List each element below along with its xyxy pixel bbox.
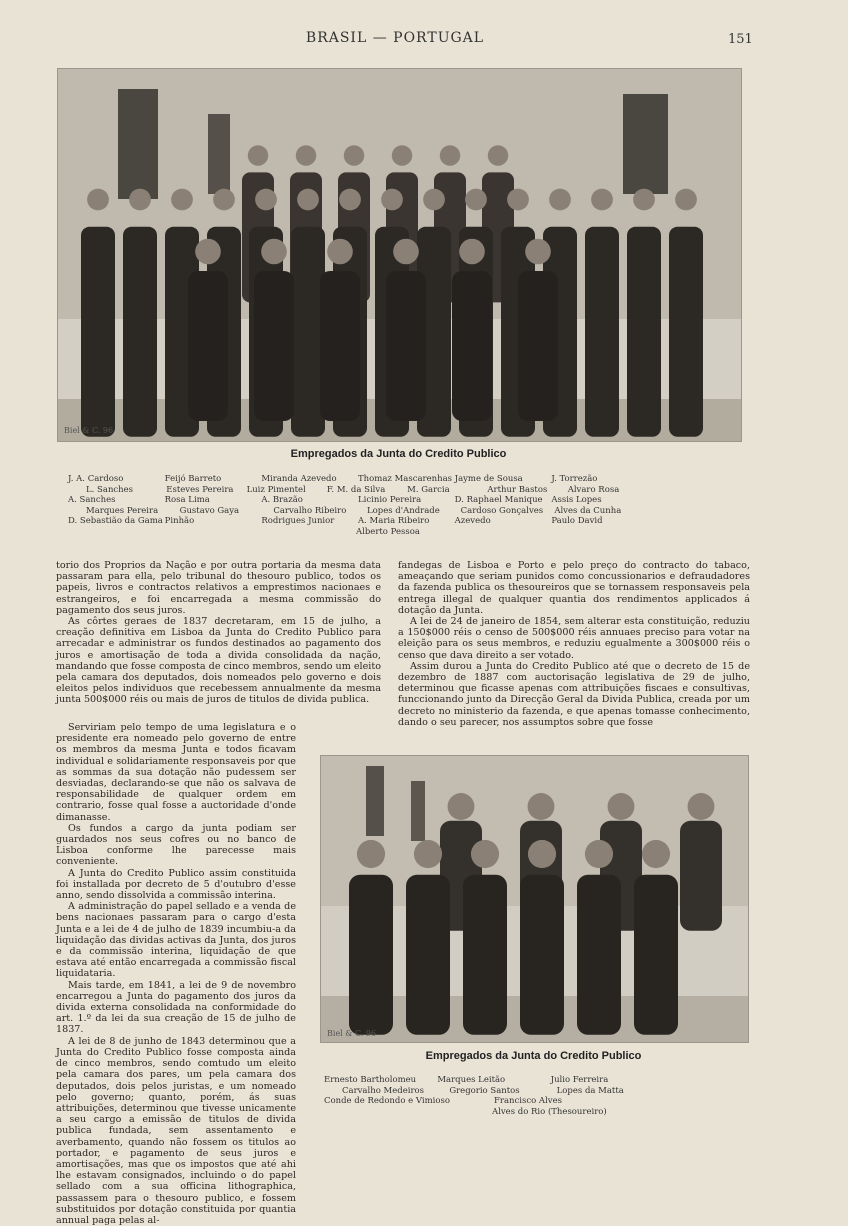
- person-name: L. Sanches: [86, 484, 134, 495]
- names-line: [68, 495, 728, 506]
- person-head: [392, 145, 412, 165]
- person-head: [528, 840, 556, 868]
- person-head: [549, 189, 571, 211]
- person-figure: [680, 821, 722, 931]
- person-head: [339, 189, 361, 211]
- person-head: [488, 145, 508, 165]
- photo-top-caption: Empregados da Junta do Credito Publico: [290, 448, 507, 460]
- person-name: Lopes d'Andrade: [367, 505, 440, 516]
- person-head: [465, 189, 487, 211]
- person-figure: [518, 271, 558, 421]
- person-name: J. Torrezão: [551, 474, 598, 484]
- names-line: [68, 516, 728, 527]
- article-paragraph: A Junta do Credito Publico assim constituida foi installada por decreto de 5 d'outubro d'esse anno, sendo dissolvida a commissão interina.: [56, 867, 296, 902]
- person-figure: [627, 227, 661, 437]
- person-name: D. Raphael Manique: [454, 495, 543, 505]
- person-name: A. Maria Ribeiro: [358, 516, 430, 526]
- group-photo-bottom-image: [321, 756, 748, 1042]
- person-head: [171, 189, 193, 211]
- person-name: Conde de Redondo e Vimioso: [324, 1096, 450, 1106]
- person-head: [525, 239, 551, 265]
- person-figure: [406, 875, 450, 1035]
- article-paragraph: Os fundos a cargo da junta podiam ser guardados nos seus cofres ou no banco de Lisboa conforme lhe parecesse mais conveniente.: [56, 822, 296, 868]
- person-head: [591, 189, 613, 211]
- person-head: [440, 145, 460, 165]
- person-name: Gregorio Santos: [449, 1085, 520, 1096]
- person-head: [528, 793, 555, 820]
- article-paragraph: A administração do papel sellado e a venda de bens nacionaes passaram para o cargo d'esta Junta e a lei de 4 de julho de 1839 incumbiu-a da liquidação das dividas activas da Junta, dos juros e da commissão interina, liquidação de que estava até então encarregada a commissão fiscal liquidataria.: [56, 901, 296, 980]
- person-name: Pinhão: [164, 516, 195, 526]
- person-name: Rosa Lima: [164, 495, 210, 505]
- person-head: [459, 239, 485, 265]
- person-head: [213, 189, 235, 211]
- person-name: Ernesto Bartholomeu: [324, 1075, 417, 1085]
- person-head: [344, 145, 364, 165]
- names-line: [324, 1107, 744, 1118]
- person-figure: [188, 271, 228, 421]
- person-head: [296, 145, 316, 165]
- person-name: M. Garcia: [407, 484, 450, 495]
- running-title: BRASIL — PORTUGAL: [305, 30, 485, 46]
- person-figure: [577, 875, 621, 1035]
- person-figure: [254, 271, 294, 421]
- person-head: [675, 189, 697, 211]
- article-column-left-top: [56, 560, 381, 706]
- person-head: [357, 840, 385, 868]
- page-number: 151: [728, 32, 753, 47]
- group-photo-bottom: [320, 755, 749, 1043]
- names-line: [68, 485, 728, 496]
- person-head: [642, 840, 670, 868]
- person-name: Arthur Bastos: [487, 484, 548, 495]
- names-line: [324, 1086, 744, 1097]
- article-paragraph: As côrtes geraes de 1837 decretaram, em 15 de julho, a creação definitiva em Lisboa da Junta do Credito Publico para arrecadar e administrar os fundos destinados ao pagamento dos juros e amortisação de toda a divida consolidada da nação, mandando que fosse composta de cinco membros, sendo um eleito pela camara dos deputados, dois nomeados pelo governo e dois eleitos pelos individuos que recebessem annualmente da mesma junta 500$000 réis ou mais de juros de titulos de divida publica.: [56, 616, 381, 706]
- person-figure: [320, 271, 360, 421]
- person-head: [507, 189, 529, 211]
- person-head: [688, 793, 715, 820]
- person-head: [471, 840, 499, 868]
- names-line: [324, 1075, 744, 1086]
- person-name: Assis Lopes: [551, 495, 602, 505]
- person-figure: [81, 227, 115, 437]
- person-head: [393, 239, 419, 265]
- person-name: Esteves Pereira: [166, 484, 234, 495]
- person-name: Carvalho Ribeiro: [273, 505, 347, 516]
- person-name: Gustavo Gaya: [179, 505, 240, 516]
- person-name: Alvaro Rosa: [567, 484, 620, 495]
- person-head: [327, 239, 353, 265]
- names-line: [324, 1096, 744, 1107]
- person-head: [608, 793, 635, 820]
- person-name: Licinio Pereira: [358, 495, 422, 505]
- group-photo-top: [57, 68, 742, 442]
- person-name: Carvalho Medeiros: [342, 1085, 424, 1096]
- person-head: [195, 239, 221, 265]
- article-paragraph: A lei de 8 de junho de 1843 determinou que a Junta do Credito Publico fosse composta ainda de cinco membros, sendo comtudo um eleito pela camara dos pares, um pela camara dos deputados, dois pelos juristas, e um nomeado pelo governo; quanto, porém, ás suas attribuições, determinou que tivesse unicamente a seu cargo a emissão de titulos de divida publica fundada, sem assentamento e averbamento, quando não fossem os titulos ao portador, e pagamento de seus juros e amortisações, mas que os impostos que até ahi lhe estavam consignados, incluindo o do papel sellado com a sua officina lithographica, passassem para o thesouro publico, e fossem substituidos por dotação constituida por quantia annual paga pelas al-: [56, 1035, 296, 1226]
- person-name: A. Brazão: [261, 495, 303, 505]
- person-name: Alves do Rio (Thesoureiro): [492, 1106, 607, 1117]
- person-name: Francisco Alves: [494, 1096, 562, 1106]
- person-figure: [463, 875, 507, 1035]
- person-figure: [452, 271, 492, 421]
- person-name: D. Sebastião da Gama: [68, 516, 163, 526]
- photographer-signature: Biel & C. 96: [327, 1029, 377, 1038]
- photographer-signature: Biel & C. 96: [64, 426, 114, 435]
- person-head: [633, 189, 655, 211]
- person-name: Julio Ferreira: [550, 1075, 609, 1085]
- names-line: [68, 506, 728, 517]
- person-head: [414, 840, 442, 868]
- person-head: [261, 239, 287, 265]
- person-name: Rodrigues Junior: [261, 516, 335, 526]
- person-head: [297, 189, 319, 211]
- person-name: Thomaz Mascarenhas: [358, 474, 453, 484]
- person-figure: [386, 271, 426, 421]
- person-head: [448, 793, 475, 820]
- article-paragraph: fandegas de Lisboa e Porto e pelo preço do contracto do tabaco, ameaçando que seriam punidos como concussionarios e defraudadores da fazenda publica os thesoureiros que se tornassem responsaveis pela entrega illegal de qualquer quantia dos rendimentos applicados á dotação da Junta.: [398, 560, 750, 616]
- person-head: [585, 840, 613, 868]
- article-paragraph: Assim durou a Junta do Credito Publico até que o decreto de 15 de dezembro de 1887 com auctorisação legislativa de 29 de julho, determinou que ficasse apenas com attribuições fiscaes e consultivas, funccionando junto da Direcção Geral da Divida Publica, creada por um decreto no ministerio da fazenda, e que apenas tomasse conhecimento, dando o seu parecer, nos assumptos sobre que fosse: [398, 660, 750, 728]
- person-name: Feijó Barreto: [164, 474, 222, 484]
- article-paragraph: Serviriam pelo tempo de uma legislatura e o presidente era nomeado pelo governo de entre os membros da mesma Junta e todos ficavam individual e solidariamente responsaveis por que as sommas da sua dotação não pudessem ser desviadas, declarando-se que não os salvava de responsabilidade de qualquer ordem em contrario, fosse qual fosse a auctoridade d'onde dimanasse.: [56, 722, 296, 823]
- person-figure: [349, 875, 393, 1035]
- person-figure: [123, 227, 157, 437]
- photo-bottom-names: [324, 1075, 744, 1117]
- person-figure: [634, 875, 678, 1035]
- person-name: Alberto Pessoa: [356, 526, 420, 537]
- person-name: A. Sanches: [68, 495, 116, 505]
- person-head: [87, 189, 109, 211]
- group-photo-top-image: [58, 69, 741, 441]
- person-name: Azevedo: [454, 516, 491, 526]
- person-name: J. A. Cardoso: [68, 474, 124, 484]
- person-head: [129, 189, 151, 211]
- person-figure: [291, 227, 325, 437]
- person-name: Marques Leitão: [437, 1075, 506, 1085]
- article-paragraph: Mais tarde, em 1841, a lei de 9 de novembro encarregou a Junta do pagamento dos juros da divida externa consolidada na conformidade do art. 1.º da lei da sua creação de 15 de julho de 1837.: [56, 979, 296, 1036]
- person-figure: [585, 227, 619, 437]
- person-name: F. M. da Silva: [326, 484, 386, 495]
- person-figure: [669, 227, 703, 437]
- person-name: Miranda Azevedo: [261, 474, 337, 484]
- person-name: Cardoso Gonçalves: [460, 505, 544, 516]
- person-name: Jayme de Sousa: [454, 474, 523, 484]
- person-name: Alves da Cunha: [554, 505, 622, 516]
- article-paragraph: A lei de 24 de janeiro de 1854, sem alterar esta constituição, reduziu a 150$000 réis o censo de 500$000 réis annuaes preciso para votar na eleição para os seus membros, e reduziu egualmente a 300$000 réis o censo que dava direito a ser votado.: [398, 616, 750, 661]
- names-line: [68, 527, 728, 538]
- photo-bottom-caption: Empregados da Junta do Credito Publico: [425, 1050, 642, 1062]
- person-head: [423, 189, 445, 211]
- article-paragraph: torio dos Proprios da Nação e por outra portaria da mesma data passaram para ella, pelo tribunal do thesouro publico, todos os papeis, livros e contractos relativos a emprestimos nacionaes e estrangeiros, e foi encarregada a mesma commissão do pagamento dos seus juros.: [56, 560, 381, 616]
- person-figure: [520, 875, 564, 1035]
- person-name: Lopes da Matta: [556, 1085, 624, 1096]
- person-head: [381, 189, 403, 211]
- person-name: Luiz Pimentel: [246, 484, 306, 495]
- article-column-left-narrow: [56, 722, 296, 1226]
- person-name: Marques Pereira: [86, 505, 159, 516]
- names-line: [68, 474, 728, 485]
- photo-top-names: [68, 474, 728, 537]
- person-head: [248, 145, 268, 165]
- person-head: [255, 189, 277, 211]
- article-column-right: [398, 560, 750, 728]
- person-name: Paulo David: [551, 516, 603, 526]
